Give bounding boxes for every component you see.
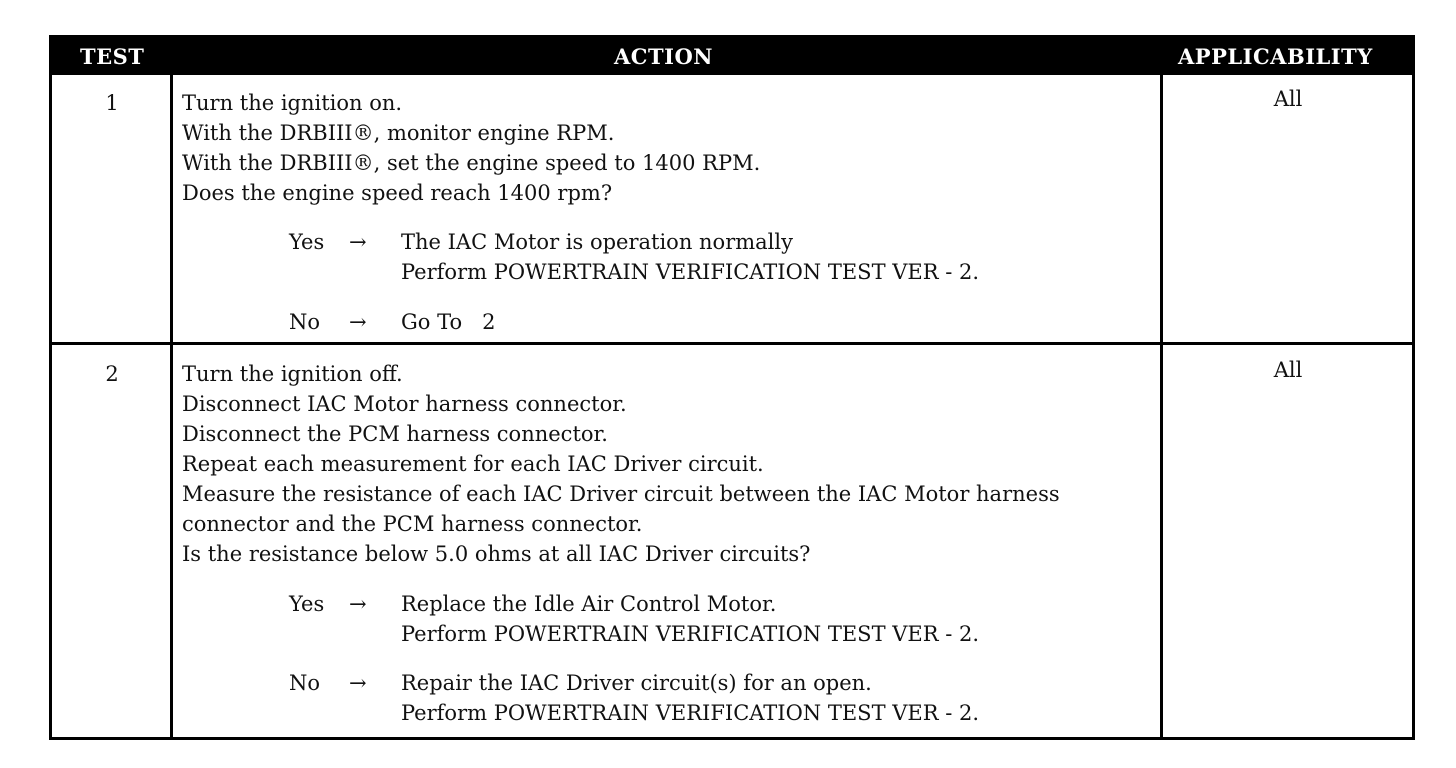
applicability-1: All [1273,87,1303,111]
step-text: Measure the resistance of each IAC Driver circuit between the IAC Motor harness [182,482,1060,506]
step-text: Is the resistance below 5.0 ohms at all IAC Driver circuits? [182,542,811,566]
step-text: connector and the PCM harness connector. [182,512,643,536]
yes-result-2 [289,589,1149,649]
arrow-right-icon: → [349,230,367,254]
step-text: Turn the ignition on. [182,91,403,115]
no-result-2 [289,668,1149,728]
yes-label: Yes [289,592,325,616]
arrow-right-icon: → [349,310,367,334]
yes-result-text: Replace the Idle Air Control Motor. Perform POWERTRAIN VERIFICATION TEST VER - 2. [401,592,980,646]
header-test: TEST [80,44,145,69]
yes-result-text: The IAC Motor is operation normally Perform POWERTRAIN VERIFICATION TEST VER - 2. [401,230,980,284]
step-text: With the DRBIII®, monitor engine RPM. [182,121,615,145]
table-header [52,38,1412,75]
test-number-2: 2 [105,362,119,386]
no-label: No [289,671,321,695]
step-text: With the DRBIII®, set the engine speed to 1400 RPM. [182,151,761,175]
no-result-text: Repair the IAC Driver circuit(s) for an open. Perform POWERTRAIN VERIFICATION TEST VER - 2. [401,671,980,725]
step-text: Disconnect IAC Motor harness connector. [182,392,627,416]
step-text: Repeat each measurement for each IAC Driver circuit. [182,452,764,476]
step-text: Does the engine speed reach 1400 rpm? [182,181,613,205]
action-steps-2 [182,359,1162,569]
no-result-1 [289,307,1149,337]
diagnostic-test-table [49,35,1415,740]
test-number-1: 1 [105,91,119,115]
no-label: No [289,310,321,334]
no-result-text: Go To 2 [401,310,496,334]
step-text: Turn the ignition off. [182,362,403,386]
arrow-right-icon: → [349,671,367,695]
step-text: Disconnect the PCM harness connector. [182,422,608,446]
row-divider [52,342,1412,345]
header-action: ACTION [614,44,713,69]
applicability-2: All [1273,358,1303,382]
action-steps-1 [182,88,1162,208]
yes-result-1 [289,227,1149,287]
header-applicability: APPLICABILITY [1178,44,1373,69]
column-divider-test [170,75,173,740]
yes-label: Yes [289,230,325,254]
arrow-right-icon: → [349,592,367,616]
